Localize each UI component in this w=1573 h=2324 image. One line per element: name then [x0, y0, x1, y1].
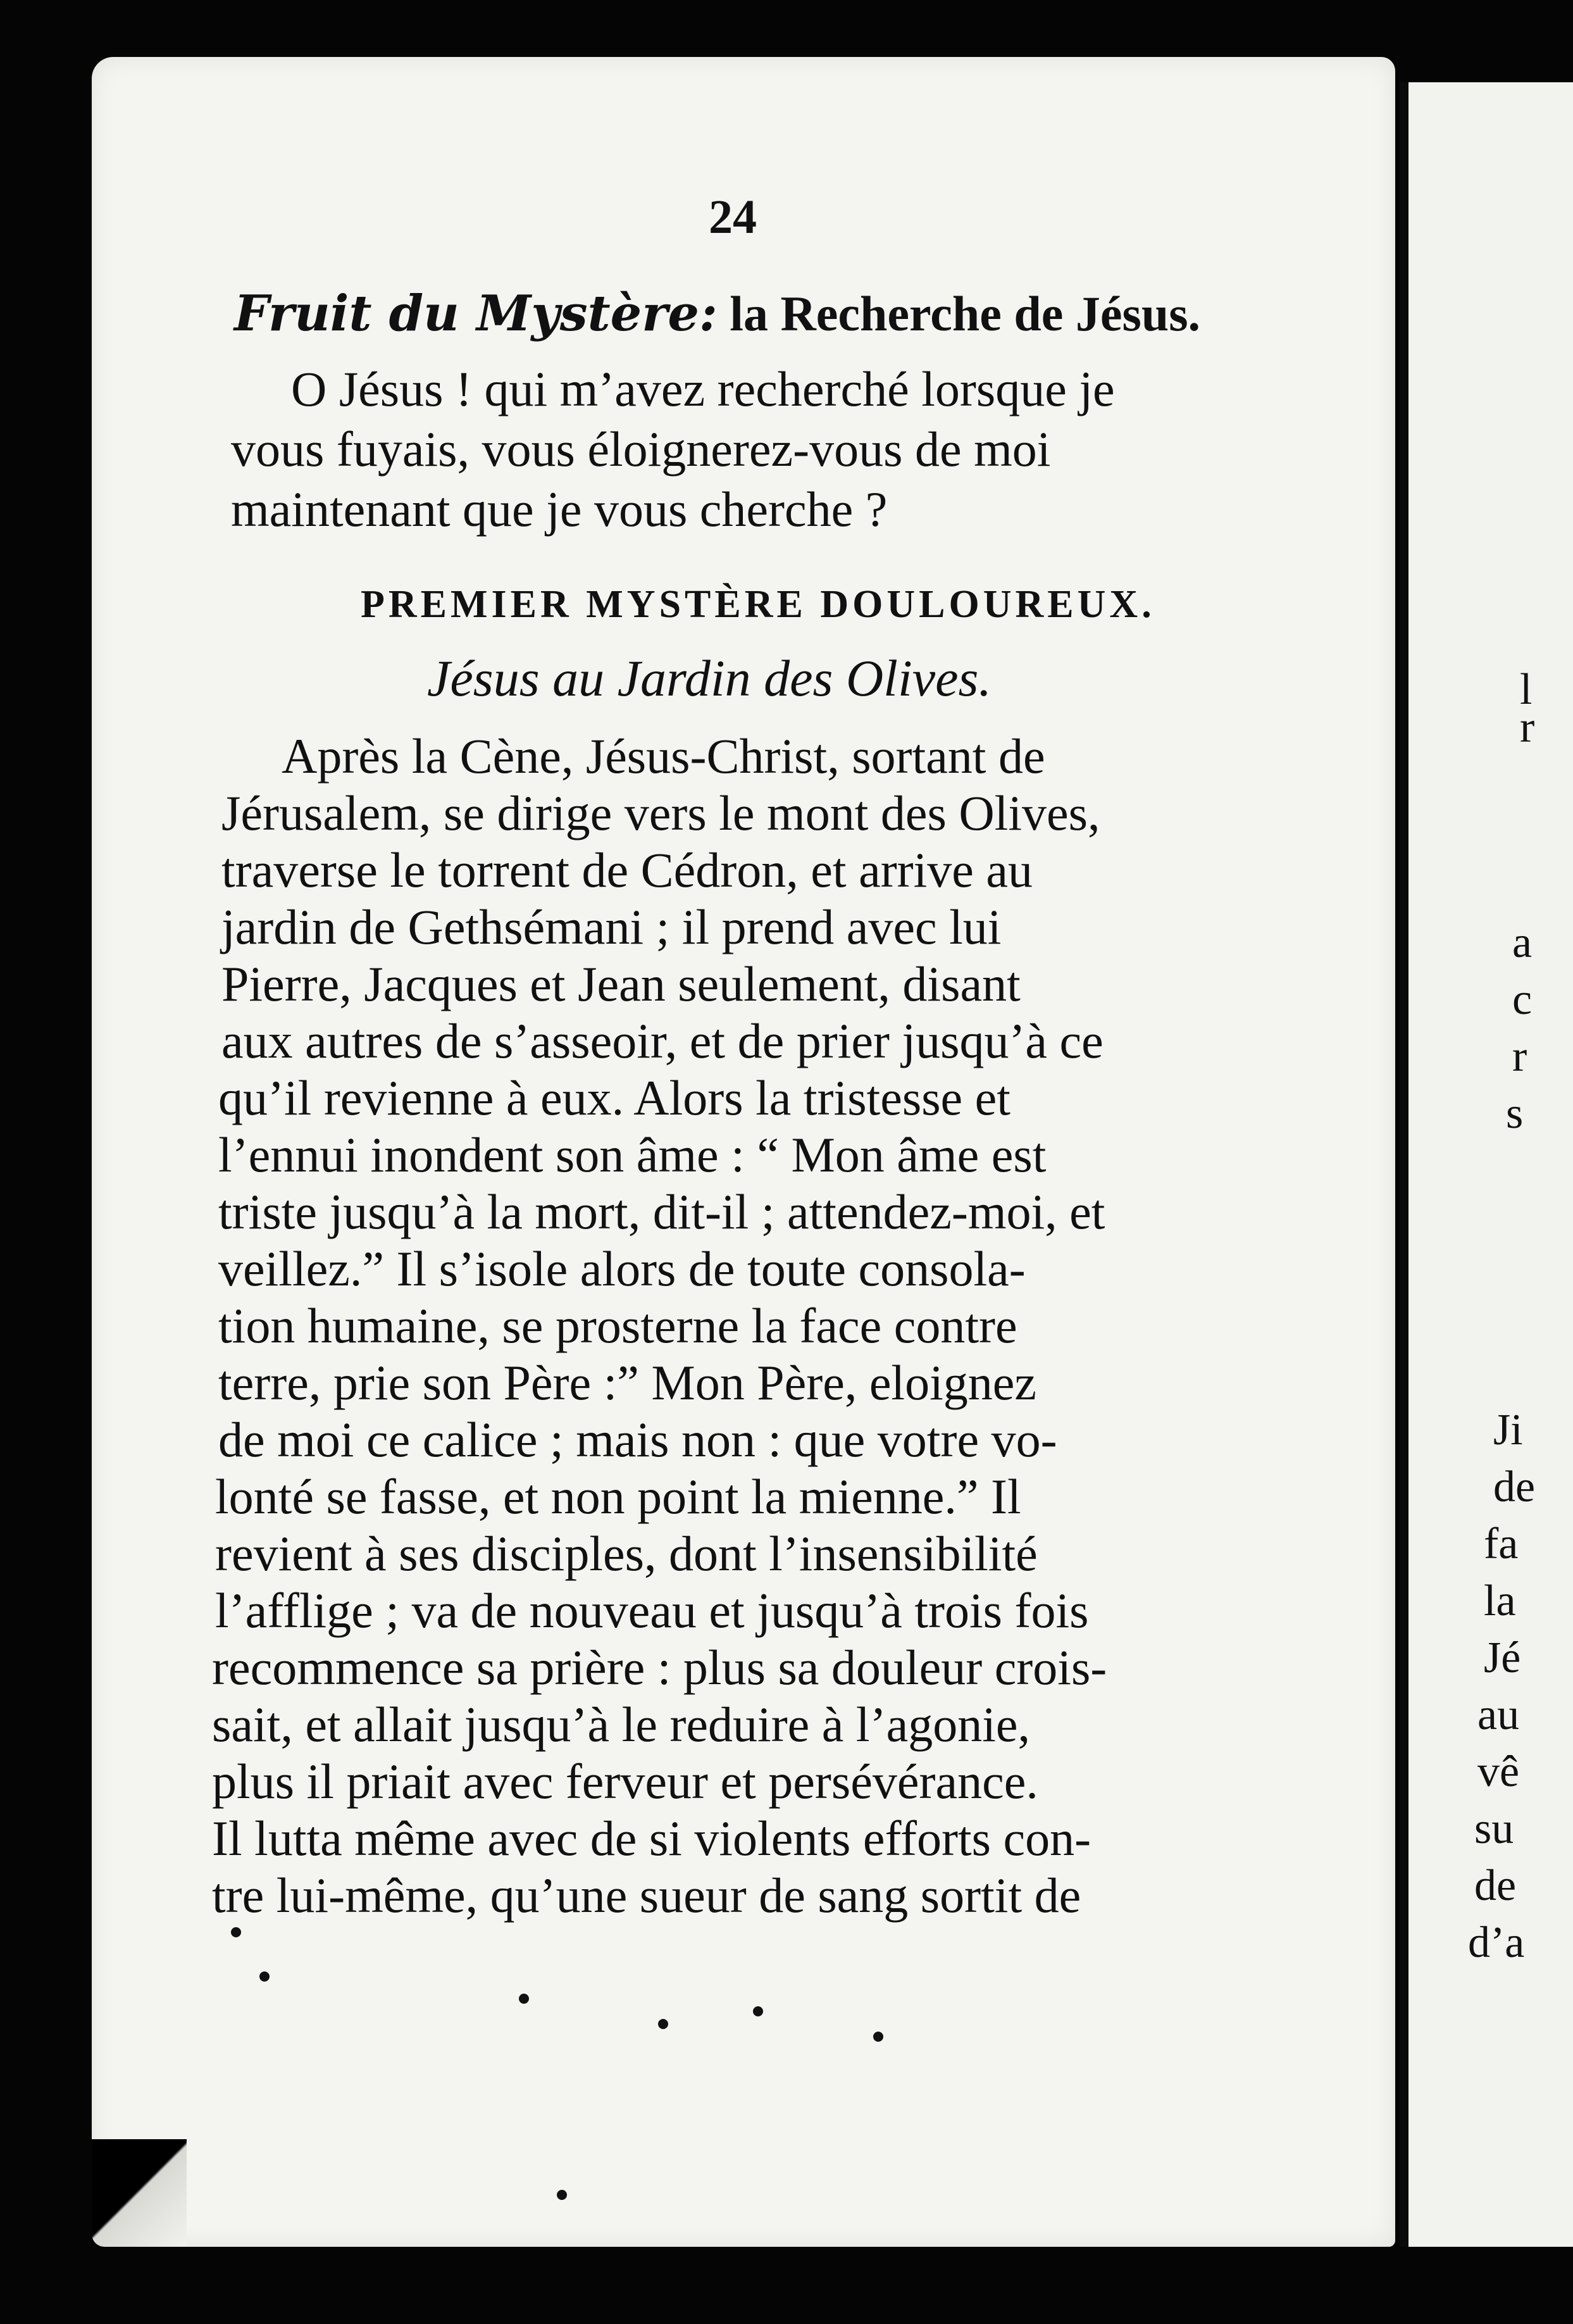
paragraph-line: aux autres de s’asseoir, et de prier jusqu’à ce: [221, 1013, 1104, 1068]
next-page-fragment: Ji: [1493, 1406, 1523, 1454]
fruit-label: Fruit du Mystère:: [234, 285, 718, 342]
next-page-fragment: la: [1484, 1577, 1516, 1625]
next-page-fragment: au: [1477, 1690, 1520, 1739]
next-page-fragment: l: [1520, 665, 1533, 714]
next-page-fragment: c: [1512, 975, 1533, 1024]
page-number: 24: [709, 191, 757, 244]
paragraph-line: lonté se fasse, et non point la mienne.” Il: [215, 1469, 1021, 1524]
print-speck: [557, 2190, 567, 2200]
paragraph-line: sait, et allait jusqu’à le reduire à l’agonie,: [212, 1697, 1030, 1752]
paragraph-line: de moi ce calice ; mais non : que votre vo-: [218, 1412, 1057, 1467]
paragraph-line: recommence sa prière : plus sa douleur crois-: [212, 1640, 1107, 1695]
next-page-fragment: fa: [1484, 1520, 1519, 1568]
next-page-fragment: de: [1474, 1861, 1517, 1910]
paragraph-line: triste jusqu’à la mort, dit-il ; attendez-moi, et: [218, 1184, 1105, 1239]
next-page-fragment: r: [1512, 1032, 1527, 1081]
next-page-fragment: a: [1512, 918, 1533, 967]
print-speck: [873, 2032, 883, 2042]
print-speck: [519, 1994, 529, 2004]
print-speck: [658, 2019, 668, 2029]
paragraph-line: qu’il revienne à eux. Alors la tristesse et: [218, 1070, 1010, 1125]
paragraph-line: Il lutta même avec de si violents efforts con-: [212, 1811, 1091, 1866]
print-speck: [259, 1971, 270, 1982]
paragraph-line: l’ennui inondent son âme : “ Mon âme est: [218, 1127, 1047, 1182]
mystery-fruit-line: [234, 285, 1200, 342]
next-page-fragment: Jé: [1484, 1634, 1521, 1682]
paragraph-line: Après la Cène, Jésus-Christ, sortant de: [282, 728, 1045, 784]
fruit-text: la Recherche de Jésus.: [717, 286, 1201, 341]
paragraph-line: plus il priait avec ferveur et persévérance.: [212, 1754, 1038, 1809]
paragraph-line: tion humaine, se prosterne la face contre: [218, 1298, 1017, 1353]
print-speck: [231, 1927, 241, 1937]
next-page-fragment: de: [1493, 1463, 1536, 1511]
page-corner-curl: [92, 2139, 187, 2247]
prayer-line: O Jésus ! qui m’avez recherché lorsque je: [291, 361, 1115, 416]
paragraph-line: veillez.” Il s’isole alors de toute consola-: [218, 1241, 1026, 1296]
next-page-fragment: r: [1520, 703, 1535, 752]
paragraph-line: traverse le torrent de Cédron, et arrive au: [221, 842, 1033, 897]
section-subtitle: Jésus au Jardin des Olives.: [427, 649, 992, 707]
next-page-fragment: s: [1506, 1089, 1524, 1138]
paragraph-line: Pierre, Jacques et Jean seulement, disant: [221, 956, 1021, 1011]
next-page-fragment: vê: [1477, 1747, 1520, 1796]
section-title: PREMIER MYSTÈRE DOULOUREUX.: [361, 583, 1155, 626]
paragraph-line: l’afflige ; va de nouveau et jusqu’à trois fois: [215, 1583, 1089, 1638]
next-page-fragment: d’a: [1468, 1918, 1525, 1967]
paragraph-line: Jérusalem, se dirige vers le mont des Olives,: [221, 785, 1100, 840]
print-speck: [753, 2006, 763, 2016]
paragraph-line: tre lui-même, qu’une sueur de sang sortit de: [212, 1868, 1081, 1923]
paragraph-line: jardin de Gethsémani ; il prend avec lui: [221, 899, 1002, 954]
paragraph-line: revient à ses disciples, dont l’insensibilité: [215, 1526, 1038, 1581]
paragraph-line: terre, prie son Père :” Mon Père, eloignez: [218, 1355, 1037, 1410]
prayer-line: maintenant que je vous cherche ?: [231, 482, 888, 537]
next-page-fragment: su: [1474, 1804, 1514, 1853]
prayer-line: vous fuyais, vous éloignerez-vous de moi: [231, 422, 1051, 477]
